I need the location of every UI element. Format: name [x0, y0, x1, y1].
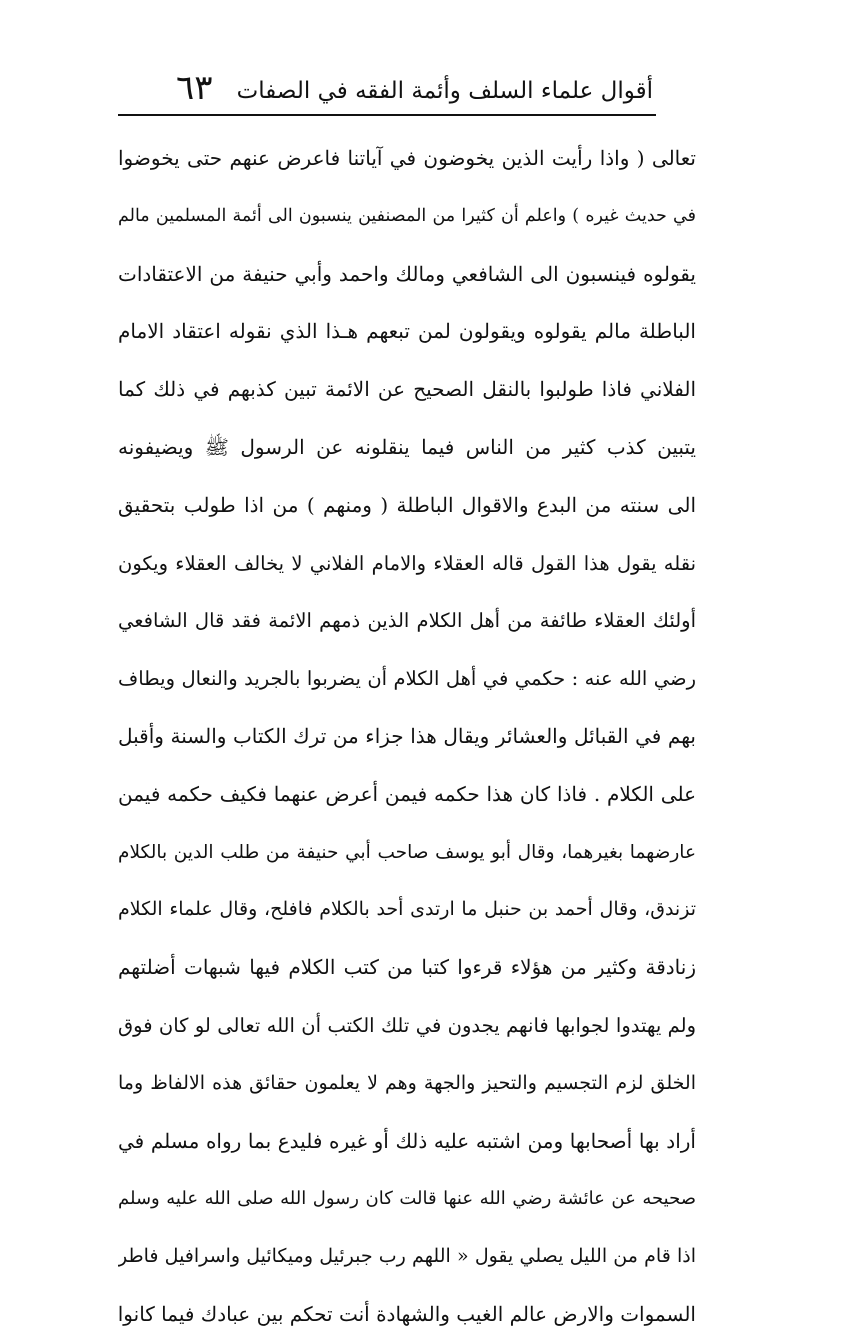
text-line: الباطلة مالم يقولوه ويقولون لمن تبعهم هـذا الذي نقوله اعتقاد الامام	[118, 319, 696, 344]
page-header	[118, 68, 653, 112]
header-rule	[118, 114, 656, 116]
page-number: ٦٣	[176, 68, 213, 108]
text-line: ولم يهتدوا لجوابها فانهم يجدون في تلك الكتب أن الله تعالى لو كان فوق	[118, 1013, 696, 1037]
text-line: صحيحه عن عائشة رضي الله عنها قالت كان رسول الله صلى الله عليه وسلم	[118, 1188, 696, 1210]
text-line: يقولوه فينسبون الى الشافعي ومالك واحمد وأبي حنيفة من الاعتقادات	[118, 261, 696, 286]
text-line: رضي الله عنه : حكمي في أهل الكلام أن يضربوا بالجريد والنعال ويطاف	[118, 667, 696, 691]
text-line: نقله يقول هذا القول قاله العقلاء والامام الفلاني لا يخالف العقلاء ويكون	[118, 551, 696, 575]
text-line: الى سنته من البدع والاقوال الباطلة ( ومنهم ) من اذا طولب بتحقيق	[118, 492, 696, 517]
text-line: أولئك العقلاء طائفة من أهل الكلام الذين ذمهم الائمة فقد قال الشافعي	[118, 609, 696, 633]
text-line: السموات والارض عالم الغيب والشهادة أنت تحكم بين عبادك فيما كانوا	[118, 1301, 696, 1326]
text-line: يتبين كذب كثير من الناس فيما ينقلونه عن الرسول ﷺ ويضيفونه	[118, 434, 696, 459]
text-line: على الكلام . فاذا كان هذا حكمه فيمن أعرض عنهما فكيف حكمه فيمن	[118, 781, 696, 806]
text-line: عارضهما بغيرهما، وقال أبو يوسف صاحب أبي حنيفة من طلب الدين بالكلام	[118, 841, 696, 863]
text-line: تزندق، وقال أحمد بن حنبل ما ارتدى أحد بالكلام فافلح، وقال علماء الكلام	[118, 898, 696, 921]
text-line: زنادقة وكثير من هؤلاء قرءوا كتبا من كتب الكلام فيها شبهات أضلتهم	[118, 955, 696, 980]
text-line: الفلاني فاذا طولبوا بالنقل الصحيح عن الائمة تبين كذبهم في ذلك كما	[118, 377, 696, 402]
text-line: أراد بها أصحابها ومن اشتبه عليه ذلك أو غيره فليدع بما رواه مسلم في	[118, 1128, 696, 1153]
text-line: تعالى ( واذا رأيت الذين يخوضون في آياتنا فاعرض عنهم حتى يخوضوا	[118, 146, 696, 170]
text-line: الخلق لزم التجسيم والتحيز والجهة وهم لا يعلمون حقائق هذه الالفاظ وما	[118, 1071, 696, 1094]
body-text	[118, 130, 696, 1344]
text-line: اذا قام من الليل يصلي يقول « اللهم رب جبرئيل وميكائيل واسرافيل فاطر	[118, 1245, 696, 1268]
text-line: في حديث غيره ) واعلم أن كثيرا من المصنفين ينسبون الى أئمة المسلمين مالم	[118, 205, 696, 226]
text-line: بهم في القبائل والعشائر ويقال هذا جزاء من ترك الكتاب والسنة وأقبل	[118, 723, 696, 748]
running-title: أقوال علماء السلف وأئمة الفقه في الصفات	[236, 78, 653, 104]
